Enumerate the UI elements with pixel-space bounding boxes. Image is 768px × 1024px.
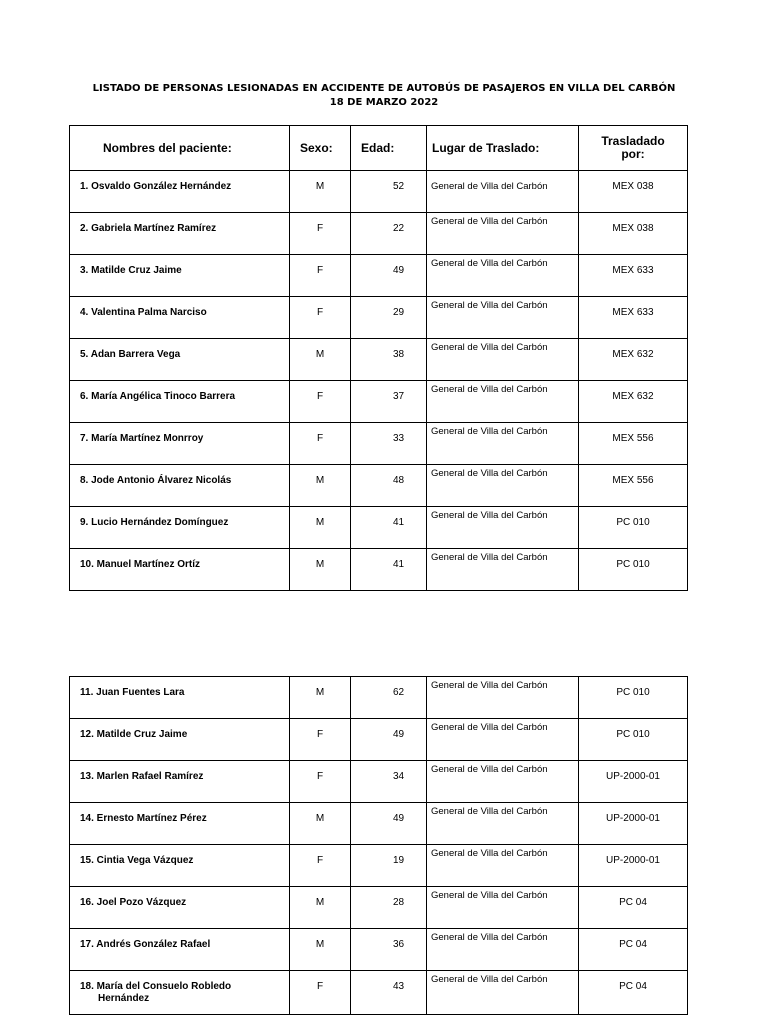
cell-lugar: General de Villa del Carbón — [427, 887, 579, 929]
cell-tras: MEX 556 — [579, 423, 688, 465]
cell-tras: MEX 038 — [579, 213, 688, 255]
cell-edad: 49 — [351, 719, 427, 761]
document-title — [0, 82, 768, 110]
cell-sexo: F — [290, 761, 351, 803]
cell-name: 9. Lucio Hernández Domínguez — [70, 507, 290, 549]
cell-edad: 34 — [351, 761, 427, 803]
cell-tras: MEX 632 — [579, 339, 688, 381]
header-name: Nombres del paciente: — [70, 126, 290, 171]
cell-edad: 33 — [351, 423, 427, 465]
table-row — [70, 507, 688, 549]
cell-sexo: F — [290, 213, 351, 255]
cell-edad: 41 — [351, 507, 427, 549]
table-row — [70, 803, 688, 845]
cell-name: 2. Gabriela Martínez Ramírez — [70, 213, 290, 255]
patients-table-1 — [69, 125, 688, 591]
cell-lugar: General de Villa del Carbón — [427, 423, 579, 465]
cell-sexo: F — [290, 971, 351, 1015]
cell-name: 3. Matilde Cruz Jaime — [70, 255, 290, 297]
cell-sexo: M — [290, 929, 351, 971]
cell-sexo: M — [290, 677, 351, 719]
cell-lugar: General de Villa del Carbón — [427, 845, 579, 887]
table-row — [70, 845, 688, 887]
cell-lugar: General de Villa del Carbón — [427, 213, 579, 255]
cell-edad: 37 — [351, 381, 427, 423]
cell-lugar: General de Villa del Carbón — [427, 465, 579, 507]
cell-tras: UP-2000-01 — [579, 803, 688, 845]
table-row — [70, 549, 688, 591]
cell-lugar: General de Villa del Carbón — [427, 971, 579, 1015]
patient-name-continued: Hernández — [98, 993, 150, 1004]
cell-name: 16. Joel Pozo Vázquez — [70, 887, 290, 929]
cell-tras: UP-2000-01 — [579, 845, 688, 887]
title-line-2: 18 DE MARZO 2022 — [329, 97, 439, 108]
cell-lugar: General de Villa del Carbón — [427, 803, 579, 845]
cell-sexo: M — [290, 507, 351, 549]
cell-sexo: M — [290, 887, 351, 929]
cell-sexo: F — [290, 423, 351, 465]
cell-tras: PC 04 — [579, 929, 688, 971]
cell-name: 11. Juan Fuentes Lara — [70, 677, 290, 719]
table-row — [70, 339, 688, 381]
cell-edad: 49 — [351, 803, 427, 845]
cell-edad: 52 — [351, 171, 427, 213]
cell-sexo: F — [290, 381, 351, 423]
cell-tras: PC 010 — [579, 677, 688, 719]
cell-lugar: General de Villa del Carbón — [427, 677, 579, 719]
cell-tras: MEX 633 — [579, 255, 688, 297]
table-row — [70, 171, 688, 213]
cell-edad: 19 — [351, 845, 427, 887]
table-row — [70, 297, 688, 339]
cell-edad: 29 — [351, 297, 427, 339]
cell-name — [70, 971, 290, 1015]
cell-sexo: F — [290, 255, 351, 297]
cell-lugar: General de Villa del Carbón — [427, 761, 579, 803]
cell-name: 10. Manuel Martínez Ortíz — [70, 549, 290, 591]
header-trasladado-line2: por: — [621, 147, 645, 161]
cell-lugar: General de Villa del Carbón — [427, 719, 579, 761]
table-row — [70, 213, 688, 255]
cell-tras: PC 010 — [579, 549, 688, 591]
cell-lugar: General de Villa del Carbón — [427, 171, 579, 213]
cell-name: 15. Cintia Vega Vázquez — [70, 845, 290, 887]
header-sexo: Sexo: — [290, 126, 351, 171]
cell-sexo: M — [290, 339, 351, 381]
table-row — [70, 423, 688, 465]
cell-name: 17. Andrés González Rafael — [70, 929, 290, 971]
cell-sexo: M — [290, 803, 351, 845]
table-row — [70, 761, 688, 803]
cell-sexo: F — [290, 719, 351, 761]
cell-edad: 48 — [351, 465, 427, 507]
cell-name: 1. Osvaldo González Hernández — [70, 171, 290, 213]
header-trasladado — [579, 126, 688, 171]
table-row — [70, 677, 688, 719]
cell-lugar: General de Villa del Carbón — [427, 507, 579, 549]
patients-table-2 — [69, 676, 688, 1015]
cell-edad: 28 — [351, 887, 427, 929]
cell-edad: 36 — [351, 929, 427, 971]
cell-name: 14. Ernesto Martínez Pérez — [70, 803, 290, 845]
cell-edad: 38 — [351, 339, 427, 381]
cell-tras: MEX 632 — [579, 381, 688, 423]
cell-tras: UP-2000-01 — [579, 761, 688, 803]
cell-sexo: F — [290, 845, 351, 887]
cell-edad: 62 — [351, 677, 427, 719]
cell-sexo: M — [290, 549, 351, 591]
cell-sexo: M — [290, 465, 351, 507]
cell-name: 6. María Angélica Tinoco Barrera — [70, 381, 290, 423]
table-row — [70, 465, 688, 507]
table-row — [70, 719, 688, 761]
cell-tras: MEX 556 — [579, 465, 688, 507]
cell-tras: PC 04 — [579, 971, 688, 1015]
table-row — [70, 929, 688, 971]
cell-name: 5. Adan Barrera Vega — [70, 339, 290, 381]
cell-sexo: F — [290, 297, 351, 339]
cell-name: 8. Jode Antonio Álvarez Nicolás — [70, 465, 290, 507]
table-row — [70, 971, 688, 1015]
cell-tras: PC 04 — [579, 887, 688, 929]
header-edad: Edad: — [351, 126, 427, 171]
cell-edad: 22 — [351, 213, 427, 255]
cell-tras: MEX 038 — [579, 171, 688, 213]
cell-name: 12. Matilde Cruz Jaime — [70, 719, 290, 761]
cell-edad: 43 — [351, 971, 427, 1015]
cell-name: 4. Valentina Palma Narciso — [70, 297, 290, 339]
cell-lugar: General de Villa del Carbón — [427, 929, 579, 971]
table-row — [70, 255, 688, 297]
table-header-row — [70, 126, 688, 171]
cell-lugar: General de Villa del Carbón — [427, 549, 579, 591]
patient-name: 18. María del Consuelo Robledo — [80, 981, 232, 992]
cell-edad: 41 — [351, 549, 427, 591]
header-trasladado-line1: Trasladado — [601, 134, 665, 148]
cell-name: 13. Marlen Rafael Ramírez — [70, 761, 290, 803]
cell-tras: PC 010 — [579, 719, 688, 761]
cell-name: 7. María Martínez Monrroy — [70, 423, 290, 465]
cell-lugar: General de Villa del Carbón — [427, 297, 579, 339]
table-row — [70, 381, 688, 423]
title-line-1: LISTADO DE PERSONAS LESIONADAS EN ACCIDENTE DE AUTOBÚS DE PASAJEROS EN VILLA DEL CARBÓN — [92, 83, 676, 94]
table-row — [70, 887, 688, 929]
cell-tras: PC 010 — [579, 507, 688, 549]
cell-lugar: General de Villa del Carbón — [427, 255, 579, 297]
cell-lugar: General de Villa del Carbón — [427, 339, 579, 381]
cell-tras: MEX 633 — [579, 297, 688, 339]
cell-sexo: M — [290, 171, 351, 213]
cell-lugar: General de Villa del Carbón — [427, 381, 579, 423]
cell-edad: 49 — [351, 255, 427, 297]
header-lugar: Lugar de Traslado: — [427, 126, 579, 171]
